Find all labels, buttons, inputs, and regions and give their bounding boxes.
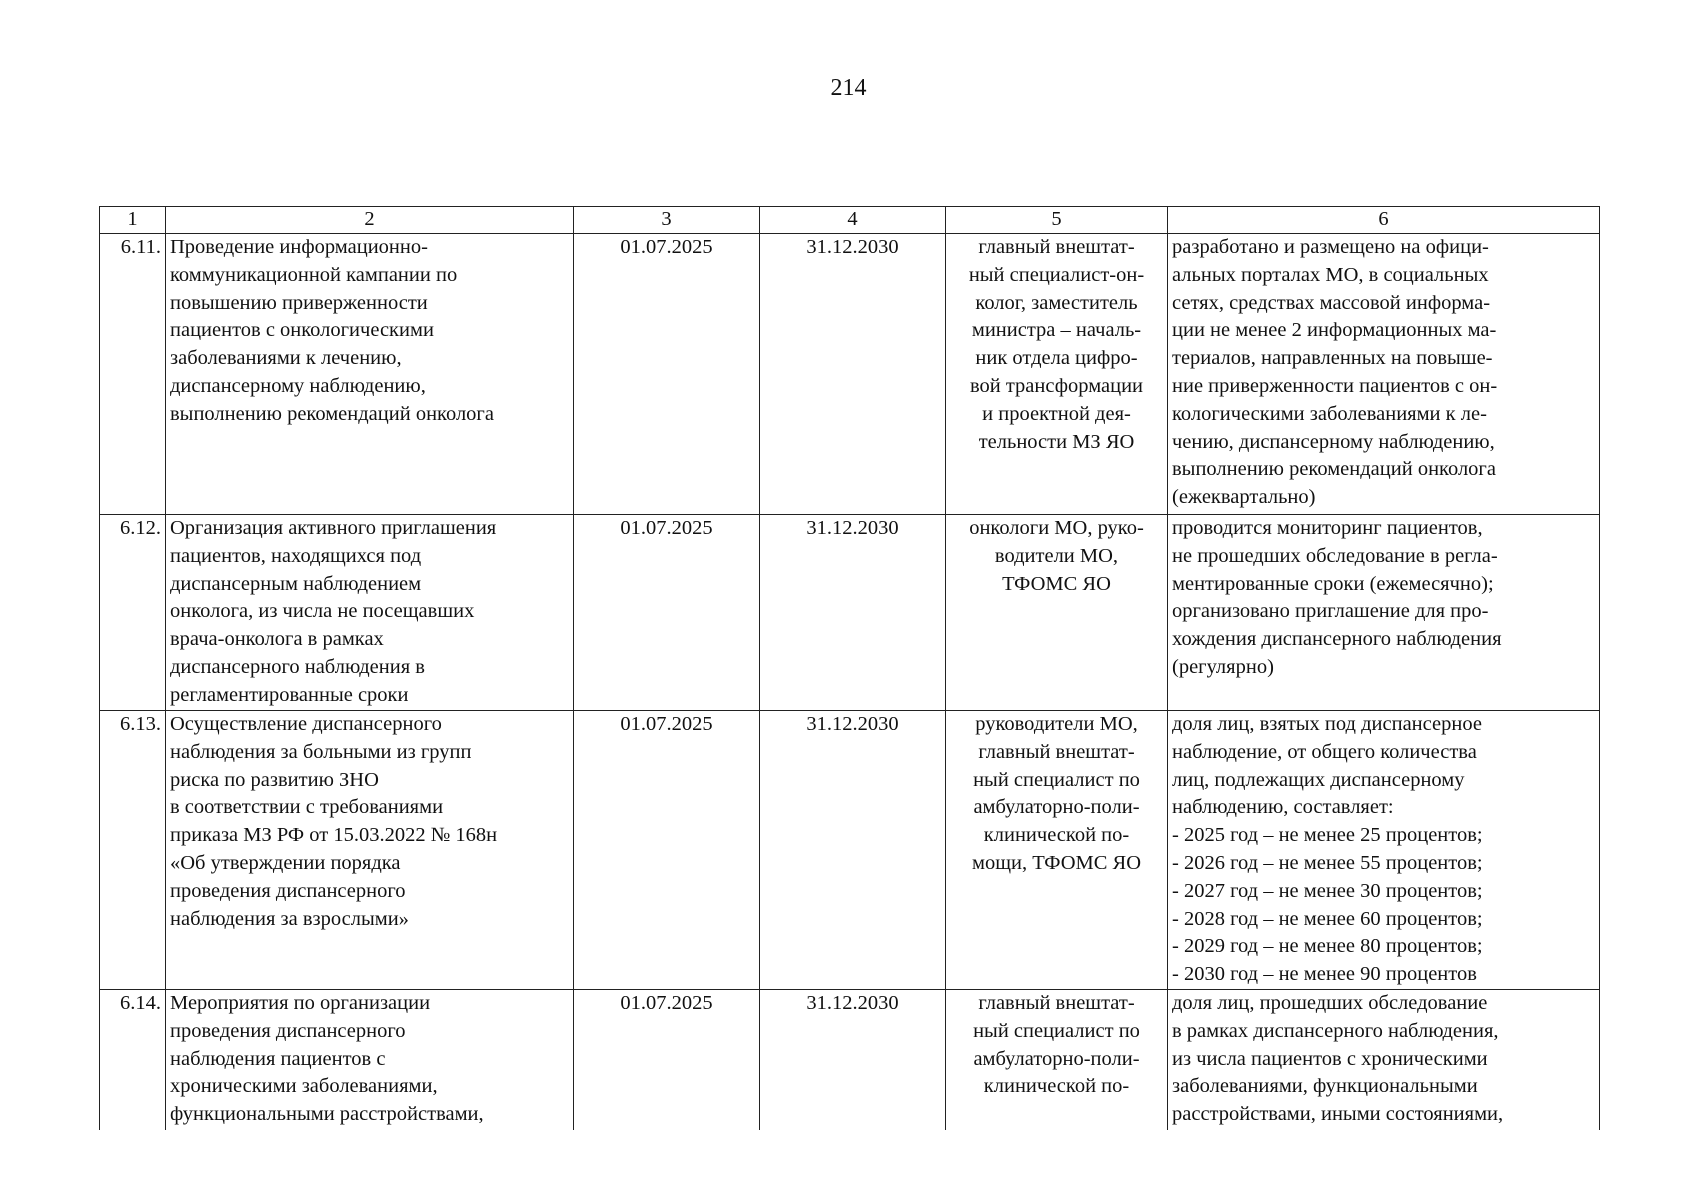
row-number: 6.12. [100, 515, 166, 711]
expected-result: разработано и размещено на офици- альных порталах МО, в социальных сетях, средствах массовой информа- ции не менее 2 информационных ма- териалов, направленных на повыше- ние приверженности пациентов с он- кологическими заболеваниями к ле- чению, диспансерному наблюдению, выполнению рекомендаций онколога (ежеквартально) [1168, 234, 1600, 515]
measures-table [99, 206, 1600, 1130]
row-number: 6.13. [100, 711, 166, 990]
table-row [100, 234, 1600, 515]
end-date: 31.12.2030 [760, 990, 946, 1131]
responsible: руководители МО, главный внештат- ный специалист по амбулаторно-поли- клинической по- мощи, ТФОМС ЯО [946, 711, 1168, 990]
responsible: онкологи МО, руко- водители МО, ТФОМС ЯО [946, 515, 1168, 711]
end-date: 31.12.2030 [760, 234, 946, 515]
table-row [100, 990, 1600, 1131]
start-date: 01.07.2025 [574, 990, 760, 1131]
responsible: главный внештат- ный специалист по амбулаторно-поли- клинической по- [946, 990, 1168, 1131]
responsible: главный внештат- ный специалист-он- колог, заместитель министра – началь- ник отдела цифро- вой трансформации и проектной дея- тельности МЗ ЯО [946, 234, 1168, 515]
end-date: 31.12.2030 [760, 711, 946, 990]
column-header-3: 3 [574, 207, 760, 234]
table-row [100, 711, 1600, 990]
start-date: 01.07.2025 [574, 234, 760, 515]
column-number-row [100, 207, 1600, 234]
column-header-2: 2 [166, 207, 574, 234]
measure-name: Осуществление диспансерного наблюдения за больными из групп риска по развитию ЗНО в соответствии с требованиями приказа МЗ РФ от 15.03.2022 № 168н «Об утверждении порядка проведения диспансерного наблюдения за взрослыми» [166, 711, 574, 990]
expected-result: доля лиц, прошедших обследование в рамках диспансерного наблюдения, из числа пациентов с хроническими заболеваниями, функциональными расстройствами, иными состояниями, [1168, 990, 1600, 1131]
measure-name: Мероприятия по организации проведения диспансерного наблюдения пациентов с хроническими заболеваниями, функциональными расстройствами, [166, 990, 574, 1131]
column-header-5: 5 [946, 207, 1168, 234]
column-header-6: 6 [1168, 207, 1600, 234]
measure-name: Проведение информационно- коммуникационной кампании по повышению приверженности пациентов с онкологическими заболеваниями к лечению, диспансерному наблюдению, выполнению рекомендаций онколога [166, 234, 574, 515]
column-header-1: 1 [100, 207, 166, 234]
expected-result: доля лиц, взятых под диспансерное наблюдение, от общего количества лиц, подлежащих диспансерному наблюдению, составляет: - 2025 год – не менее 25 процентов; - 2026 год – не менее 55 процентов; - 2027 год – не менее 30 процентов; - 2028 год – не менее 60 процентов; - 2029 год – не менее 80 процентов; - 2030 год – не менее 90 процентов [1168, 711, 1600, 990]
end-date: 31.12.2030 [760, 515, 946, 711]
start-date: 01.07.2025 [574, 711, 760, 990]
column-header-4: 4 [760, 207, 946, 234]
expected-result: проводится мониторинг пациентов, не прошедших обследование в регла- ментированные сроки (ежемесячно); организовано приглашение для про- хождения диспансерного наблюдения (регулярно) [1168, 515, 1600, 711]
start-date: 01.07.2025 [574, 515, 760, 711]
row-number: 6.11. [100, 234, 166, 515]
table-row [100, 515, 1600, 711]
row-number: 6.14. [100, 990, 166, 1131]
measure-name: Организация активного приглашения пациентов, находящихся под диспансерным наблюдением онколога, из числа не посещавших врача-онколога в рамках диспансерного наблюдения в регламентированные сроки [166, 515, 574, 711]
page-number: 214 [830, 75, 867, 101]
